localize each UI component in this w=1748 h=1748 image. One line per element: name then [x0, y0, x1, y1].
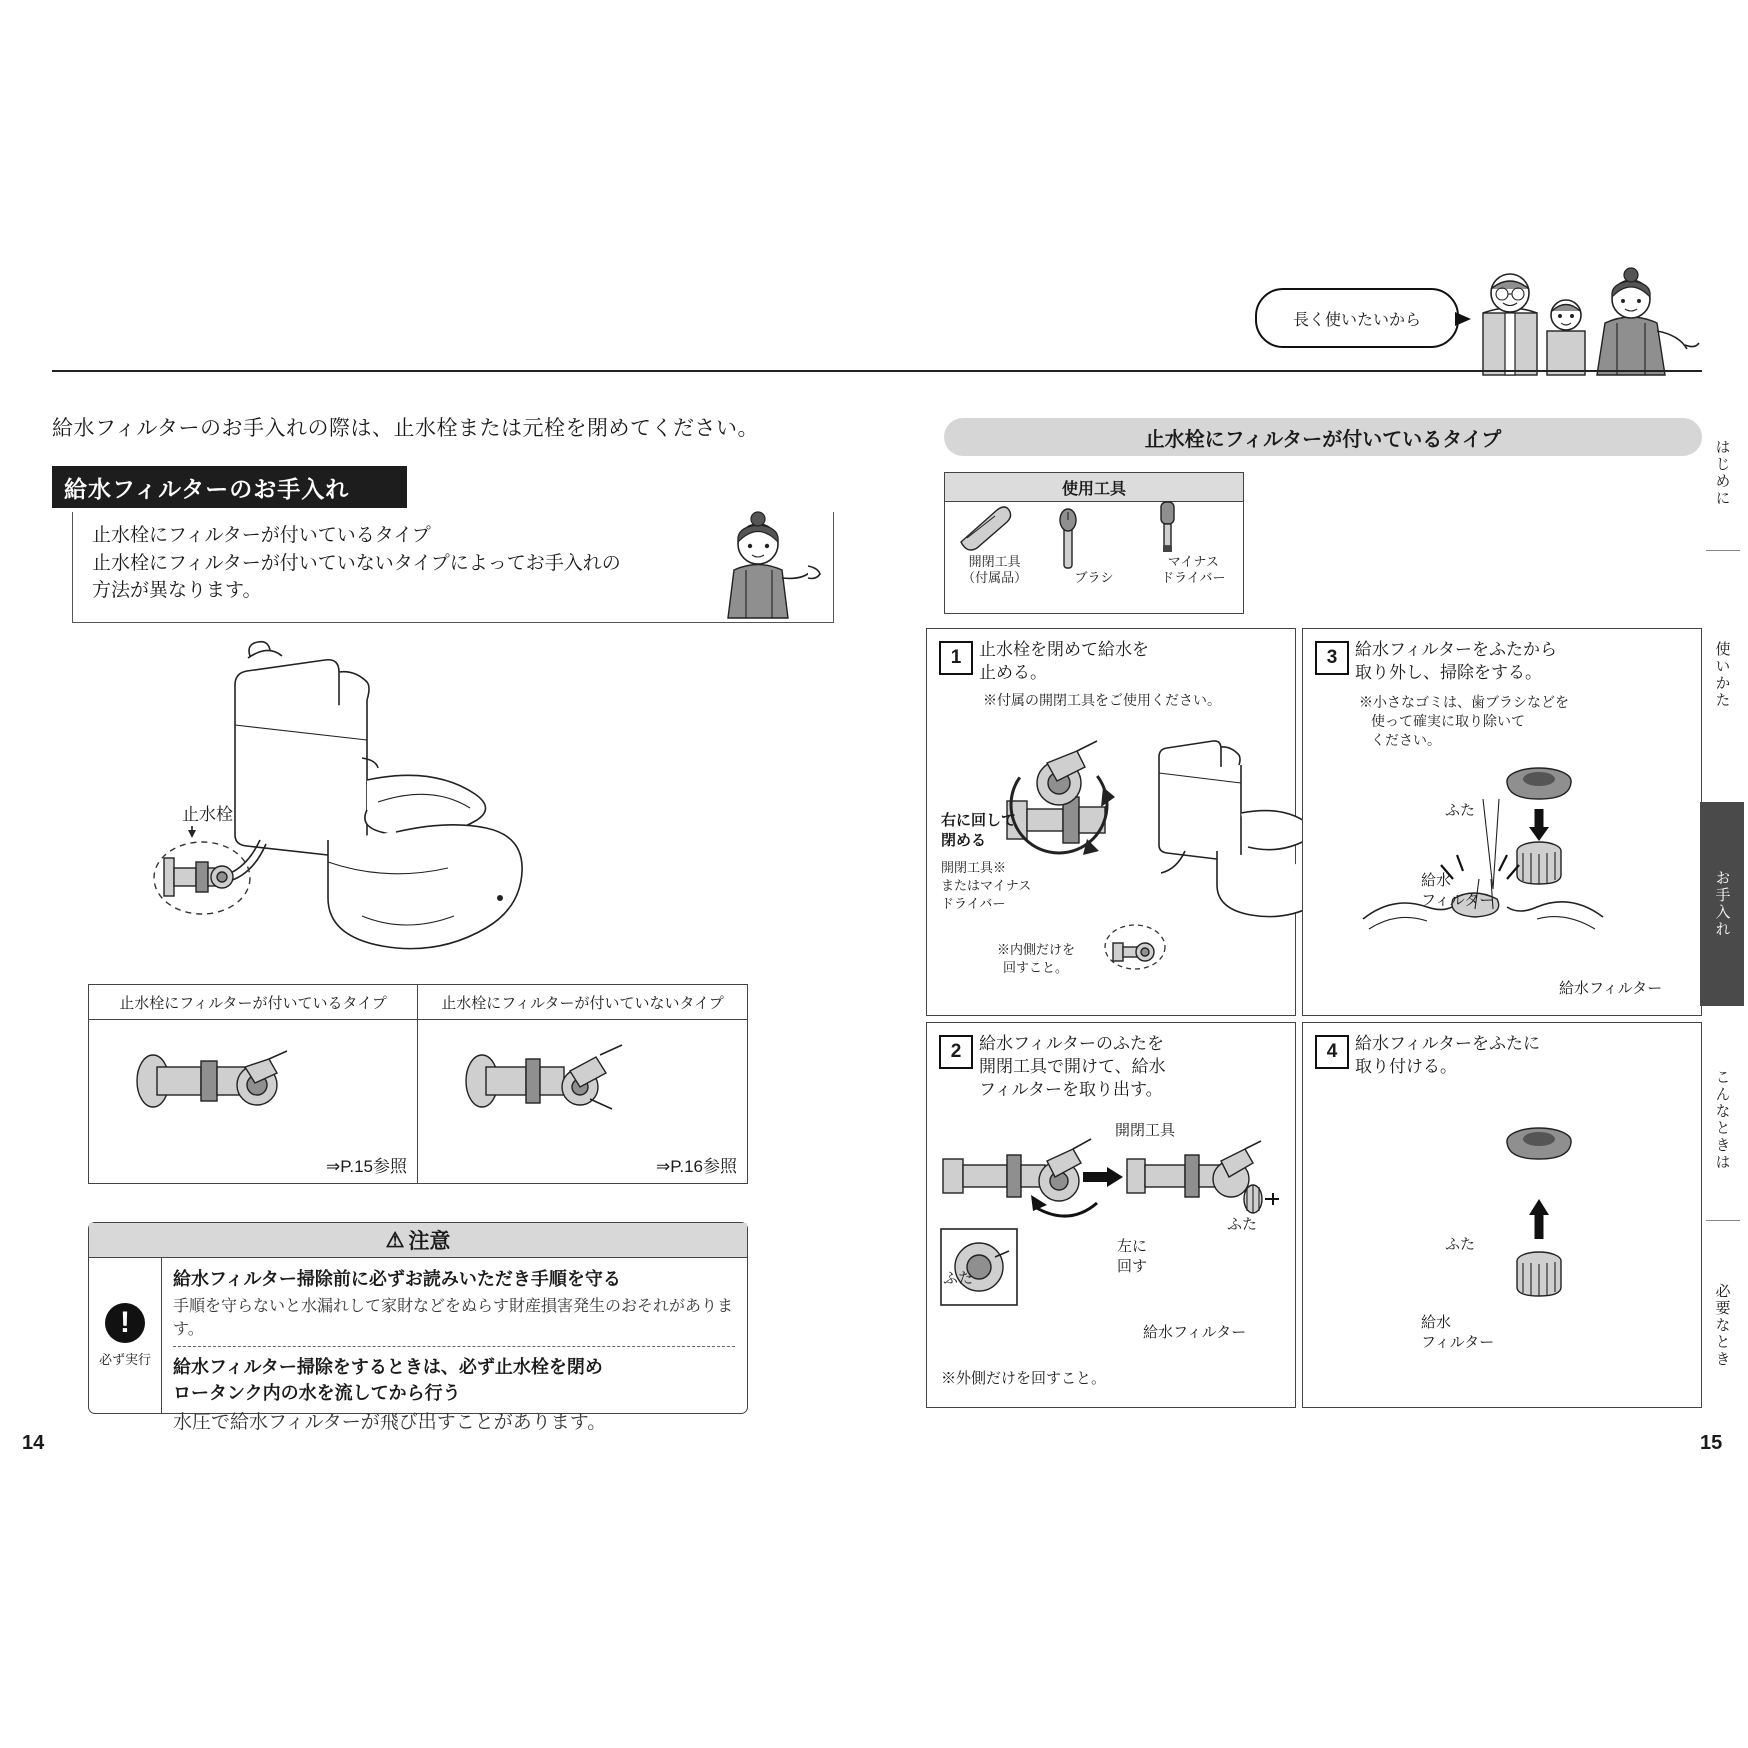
side-tab-when-needed-label: 必要なとき	[1713, 1282, 1731, 1368]
tools-box	[944, 472, 1244, 614]
step-2-title-line2: 開閉工具で開けて、給水	[979, 1056, 1166, 1076]
step-4-illustration	[1303, 1115, 1703, 1345]
pointing-lady-illustration	[700, 500, 830, 620]
valve-with-filter-illustration	[111, 1029, 371, 1139]
step-4	[1302, 1022, 1702, 1408]
tool-item-open-close-sub: （付属品）	[962, 569, 1028, 585]
caution-item2-title-line1: 給水フィルター掃除をするときは、必ず止水栓を閉め	[173, 1357, 603, 1377]
valve-without-filter-illustration	[440, 1029, 700, 1139]
step-2-tool-label: 開閉工具	[1115, 1122, 1176, 1139]
step-1-title-line2: 止める。	[979, 662, 1047, 682]
step-1-tool-line3: ドライバー	[941, 896, 1006, 911]
valve-type-col1-ref: ⇒P.15参照	[325, 1157, 407, 1176]
exclamation-icon: !	[105, 1303, 145, 1343]
step-3-filter-label-line1: 給水	[1421, 872, 1452, 889]
step-1-title	[979, 639, 1287, 685]
step-3-lid-label: ふた	[1445, 802, 1476, 819]
step-4-number: 4	[1315, 1035, 1349, 1069]
tool-item-screwdriver	[1145, 498, 1241, 587]
step-3-title	[1355, 639, 1693, 685]
tool-item-open-close-name: 開閉工具	[968, 553, 1021, 569]
valve-type-col2-ref: ⇒P.16参照	[655, 1157, 737, 1176]
brush-icon	[1046, 510, 1092, 570]
page-number-left: 14	[22, 1432, 45, 1454]
step-2-lid-right-label: ふた	[1227, 1216, 1258, 1233]
step-3-number: 3	[1315, 641, 1349, 675]
step-3-illustration	[1303, 759, 1703, 1009]
steps-grid	[926, 628, 1702, 1408]
step-2-title	[979, 1033, 1287, 1102]
step-3-title-line2: 取り外し、掃除をする。	[1355, 662, 1542, 682]
tools-header: 使用工具	[945, 473, 1243, 502]
step-3-note	[1359, 693, 1569, 750]
step-2	[926, 1022, 1296, 1408]
step-1	[926, 628, 1296, 1016]
caution-item2-body: 水圧で給水フィルターが飛び出すことがあります。	[173, 1412, 607, 1433]
flathead-screwdriver-icon	[1145, 498, 1191, 554]
side-tab-when-needed[interactable]	[1700, 1260, 1744, 1390]
caution-item1-title: 給水フィルター掃除前に必ずお読みいただき手順を守る	[173, 1269, 621, 1289]
step-3-note-line1: ※小さなゴミは、歯ブラシなどを	[1359, 694, 1569, 710]
page-number-right: 15	[1700, 1432, 1723, 1454]
step-2-outer-note: ※外側だけを回すこと。	[941, 1370, 1107, 1387]
step-1-note: ※付属の開閉工具をご使用ください。	[983, 692, 1221, 708]
step-1-inner-note-line1: ※内側だけを	[997, 942, 1076, 957]
step-2-lid-left-label: ふた	[943, 1270, 974, 1287]
left-lead-text: 給水フィルターのお手入れの際は、止水栓または元栓を閉めてください。	[52, 417, 759, 440]
header-divider	[52, 370, 1702, 372]
intro-text	[92, 522, 692, 605]
step-4-filter-label-line2: フィルター	[1421, 1334, 1495, 1351]
tool-item-screwdriver-name: マイナス	[1167, 553, 1219, 569]
side-tab-maintenance[interactable]	[1700, 802, 1744, 1006]
step-2-filter-label: 給水フィルター	[1143, 1324, 1247, 1341]
tool-item-brush	[1046, 510, 1142, 586]
step-2-number: 2	[939, 1035, 973, 1069]
side-tab-separator-1	[1706, 550, 1740, 551]
shutoff-valve-label: 止水栓	[182, 805, 233, 824]
side-tab-troubleshooting-label: こんなときは	[1713, 1069, 1731, 1171]
toilet-illustration	[130, 630, 690, 960]
valve-type-col-without-filter	[418, 985, 747, 1183]
step-3	[1302, 628, 1702, 1016]
step-2-turn-left-line1: 左に	[1117, 1238, 1148, 1255]
open-close-tool-icon	[947, 502, 1017, 554]
caution-box	[88, 1222, 748, 1433]
caution-icon-cell	[89, 1257, 162, 1414]
section-title: 給水フィルターのお手入れ	[52, 466, 407, 508]
step-1-turn-right-line2: 閉める	[941, 832, 987, 849]
side-tab-intro[interactable]	[1700, 418, 1744, 528]
step-3-filter-label-line2: フィルター	[1421, 892, 1495, 909]
warning-triangle-icon: ⚠	[385, 1228, 405, 1252]
intro-line-2: 止水栓にフィルターが付いていないタイプによってお手入れの	[92, 552, 621, 574]
step-1-title-line1: 止水栓を閉めて給水を	[979, 640, 1149, 659]
tool-item-open-close	[947, 502, 1043, 587]
step-3-title-line1: 給水フィルターをふたから	[1355, 640, 1557, 659]
caution-icon-label: 必ず実行	[98, 1352, 151, 1367]
step-4-title	[1355, 1033, 1693, 1079]
intro-line-1: 止水栓にフィルターが付いているタイプ	[92, 525, 431, 546]
step-4-title-line1: 給水フィルターをふたに	[1355, 1034, 1540, 1053]
step-2-turn-left-line2: 回す	[1117, 1258, 1148, 1275]
caution-item1-body: 手順を守らないと水漏れして家財などをぬらす財産損害発生のおそれがあります。	[173, 1298, 734, 1338]
side-tab-usage-label: 使いかた	[1713, 641, 1731, 709]
top-callout-bubble	[1255, 288, 1459, 348]
valve-type-col-with-filter	[89, 985, 418, 1183]
step-2-illustration	[927, 1133, 1297, 1383]
step-3-note-line3: ください。	[1371, 731, 1441, 748]
caution-item2-title-line2: ロータンク内の水を流してから行う	[173, 1383, 461, 1403]
right-page-banner: 止水栓にフィルターが付いているタイプ	[944, 418, 1702, 456]
step-1-number: 1	[939, 641, 973, 675]
step-2-title-line3: フィルターを取り出す。	[979, 1079, 1163, 1099]
caution-header	[89, 1223, 747, 1258]
valve-type-col1-header: 止水栓にフィルターが付いているタイプ	[89, 985, 417, 1020]
tool-item-brush-name: ブラシ	[1074, 569, 1114, 585]
side-tab-troubleshooting[interactable]	[1700, 1050, 1744, 1190]
step-1-inner-note-line2: 回すこと。	[1003, 960, 1069, 975]
side-tab-usage[interactable]	[1700, 620, 1744, 730]
step-1-turn-right-line1: 右に回して	[941, 812, 1017, 829]
caution-body	[161, 1257, 747, 1433]
caution-divider	[173, 1346, 735, 1347]
step-4-title-line2: 取り付ける。	[1355, 1056, 1457, 1076]
step-3-filter-bottom-label: 給水フィルター	[1559, 980, 1663, 997]
step-1-tool-line2: またはマイナス	[941, 878, 1032, 893]
step-4-lid-label: ふた	[1445, 1236, 1476, 1253]
caution-header-text: 注意	[408, 1230, 451, 1253]
step-2-title-line1: 給水フィルターのふたを	[979, 1034, 1164, 1053]
side-tab-maintenance-label: お手入れ	[1713, 870, 1731, 938]
tool-item-screwdriver-sub: ドライバー	[1161, 569, 1226, 585]
top-callout-text: 長く使いたいから	[1292, 311, 1421, 329]
side-tab-intro-label: はじめに	[1713, 439, 1731, 507]
step-3-note-line2: 使って確実に取り除いて	[1371, 712, 1525, 729]
valve-type-col2-header: 止水栓にフィルターが付いていないタイプ	[418, 985, 747, 1020]
side-tab-separator-2	[1706, 1220, 1740, 1221]
step-1-tool-line1: 開閉工具※	[941, 860, 1007, 875]
valve-type-table	[88, 984, 748, 1184]
step-4-filter-label-line1: 給水	[1421, 1314, 1452, 1331]
family-illustration	[1465, 265, 1705, 380]
intro-line-3: 方法が異なります。	[92, 580, 262, 602]
